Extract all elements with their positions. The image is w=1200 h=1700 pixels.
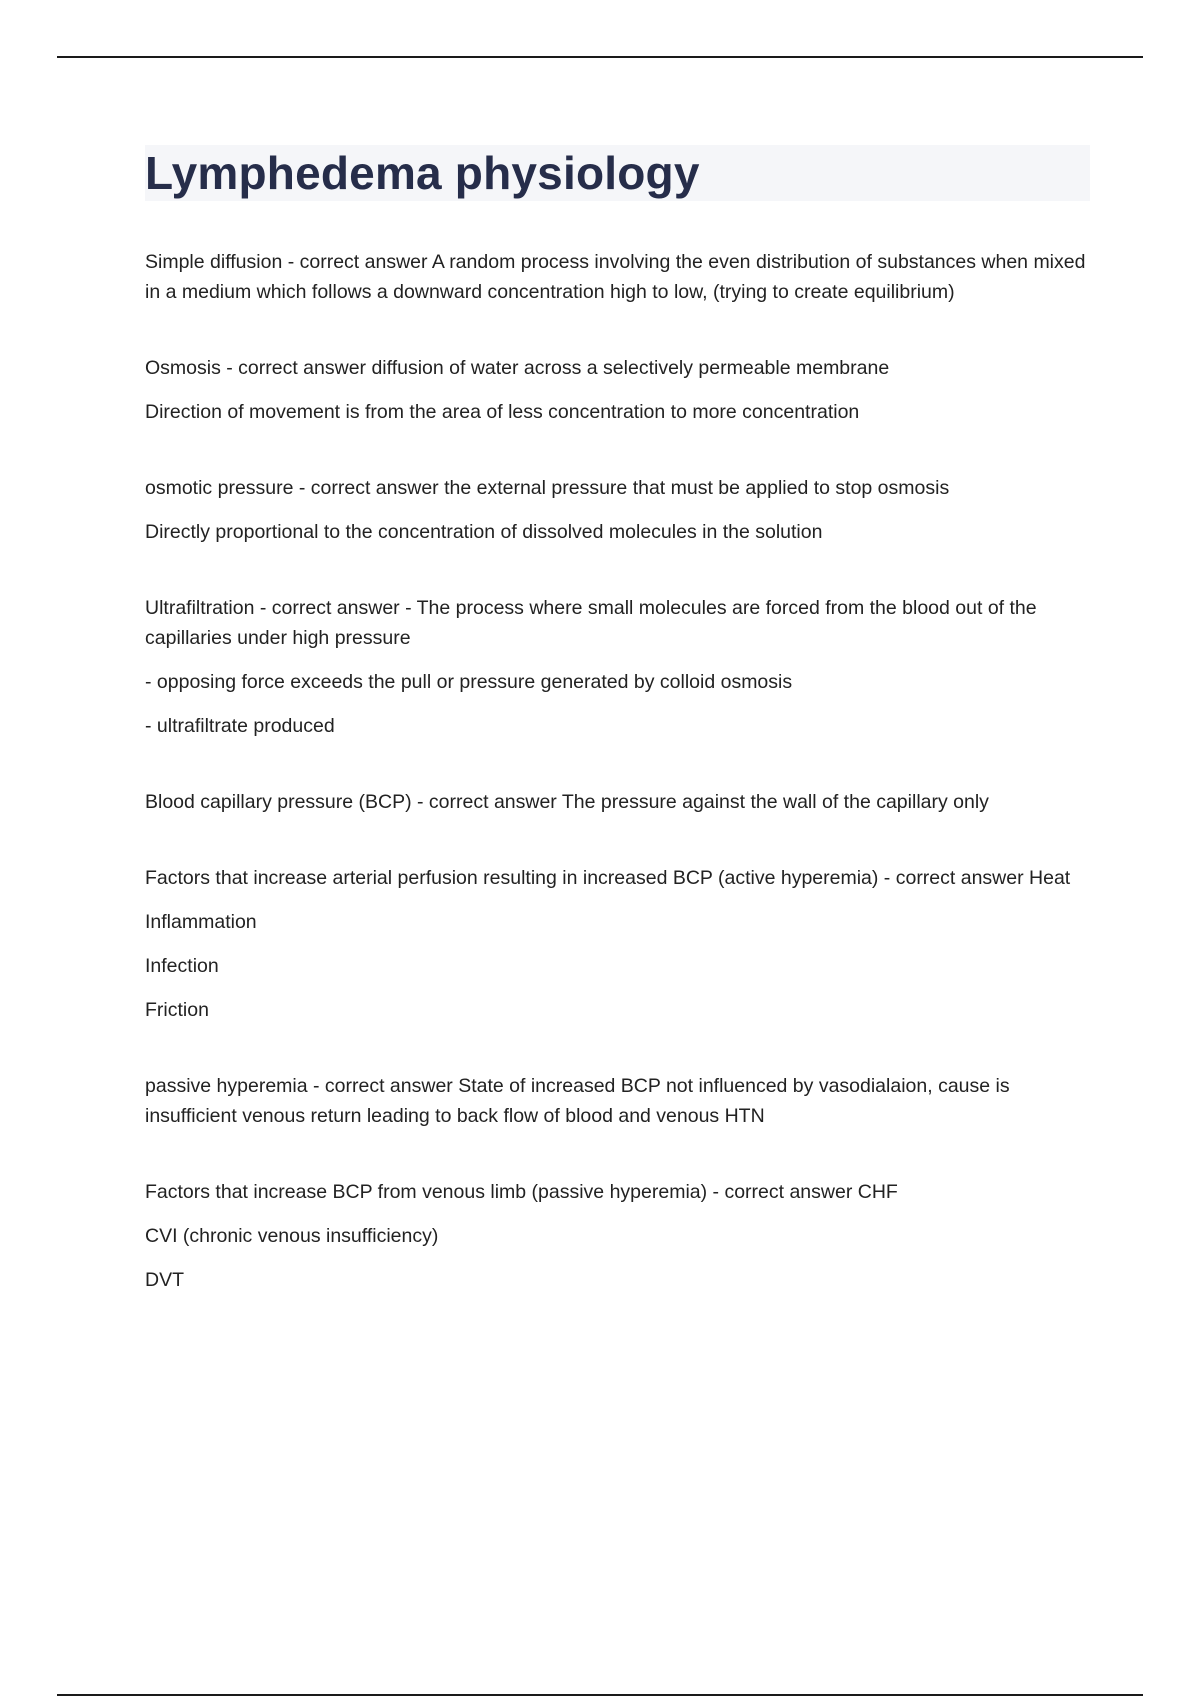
entry-osmotic-pressure — [145, 473, 1090, 547]
page-title: Lymphedema physiology — [145, 147, 700, 199]
entry-blood-capillary-pressure — [145, 787, 1090, 817]
entry-passive-hyperemia — [145, 1071, 1090, 1131]
entry-line: CVI (chronic venous insufficiency) — [145, 1225, 439, 1247]
entry-simple-diffusion — [145, 247, 1090, 307]
entry-line: passive hyperemia - correct answer State of increased BCP not influenced by vasodialaion, cause is insufficient venous return leading to back flow of blood and venous HTN — [145, 1075, 1010, 1127]
entry-line: Inflammation — [145, 911, 257, 933]
entry-line: DVT — [145, 1269, 184, 1291]
entry-active-hyperemia-factors — [145, 863, 1090, 1025]
entry-line: Osmosis - correct answer diffusion of water across a selectively permeable membrane — [145, 357, 890, 379]
entry-line: Infection — [145, 955, 219, 977]
entry-line: Factors that increase BCP from venous limb (passive hyperemia) - correct answer CHF — [145, 1181, 898, 1203]
entry-line: - opposing force exceeds the pull or pressure generated by colloid osmosis — [145, 671, 793, 693]
entry-line: Blood capillary pressure (BCP) - correct answer The pressure against the wall of the capillary only — [145, 791, 989, 813]
document-body — [145, 145, 1090, 1341]
entry-line: osmotic pressure - correct answer the external pressure that must be applied to stop osmosis — [145, 477, 950, 499]
entry-line: Factors that increase arterial perfusion resulting in increased BCP (active hyperemia) - correct answer Heat — [145, 867, 1071, 889]
bottom-divider — [57, 1694, 1143, 1696]
entry-line: Direction of movement is from the area of less concentration to more concentration — [145, 401, 860, 423]
entry-line: Simple diffusion - correct answer A random process involving the even distribution of substances when mixed in a medium which follows a downward concentration high to low, (trying to create equilibrium) — [145, 251, 1086, 303]
entry-venous-limb-factors — [145, 1177, 1090, 1295]
entry-ultrafiltration — [145, 593, 1090, 741]
entry-osmosis — [145, 353, 1090, 427]
title-band — [145, 145, 1090, 201]
entry-line: - ultrafiltrate produced — [145, 715, 335, 737]
entry-line: Directly proportional to the concentration of dissolved molecules in the solution — [145, 521, 823, 543]
entry-line: Ultrafiltration - correct answer - The process where small molecules are forced from the blood out of the capillaries under high pressure — [145, 597, 1037, 649]
top-divider — [57, 56, 1143, 58]
entry-line: Friction — [145, 999, 209, 1021]
